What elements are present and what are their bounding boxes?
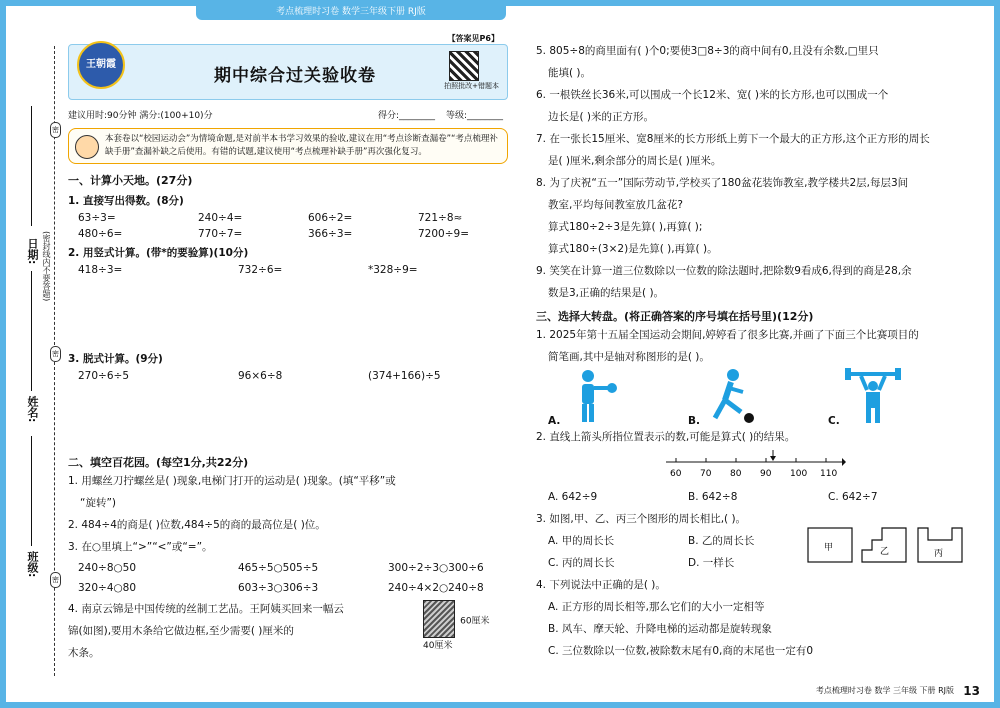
page-number: 13 — [963, 684, 980, 698]
note-text: 本套卷以“校园运动会”为情境命题,是对前半本书学习效果的验收,建议在用“考点诊断查漏卷”“考点梳理补缺手册”查漏补缺之后使用。有错的试题,建议使用“考点梳理补缺手册”再次强化复习。 — [105, 134, 498, 157]
calc-row — [68, 370, 508, 446]
title-box — [68, 34, 508, 100]
question-3 — [536, 508, 976, 574]
logo: 王朝霞 — [77, 41, 125, 89]
question-text: 6. 一根铁丝长36米,可以围成一个长12米、宽( )米的长方形,也可以围成一个 — [536, 89, 889, 101]
calc-item: 606÷2= — [308, 212, 353, 224]
question-text: 1. 用螺丝刀拧螺丝是( )现象,电梯门打开的运动是( )现象。(填“平移”或 — [68, 475, 396, 487]
question-text: 算式180÷2÷3是先算( ),再算( ); — [548, 221, 703, 233]
page-title: 期中综合过关验收卷 — [214, 66, 376, 86]
option-c[interactable]: C. 642÷7 — [828, 491, 878, 503]
tick-label: 80 — [730, 469, 742, 479]
tick-label: 100 — [790, 469, 808, 479]
compare-item: 240÷4×2○240÷8 — [388, 582, 484, 594]
question-text: 教室,平均每间教室放几盆花? — [548, 199, 683, 211]
calc-row — [68, 212, 508, 224]
compare-item: 300÷2÷3○300÷6 — [388, 562, 484, 574]
question-text: 能填( )。 — [548, 67, 592, 79]
option-b[interactable]: B. 642÷8 — [688, 491, 738, 503]
calc-item: *328÷9= — [368, 264, 418, 276]
right-column — [536, 40, 976, 662]
shape-label-bing: 丙 — [934, 549, 944, 559]
name-label: 姓名: — [26, 396, 39, 423]
question-title: 3. 脱式计算。(9分) — [68, 353, 163, 365]
sport-options — [536, 368, 976, 426]
calc-item: 480÷6= — [78, 228, 123, 240]
option-label: B. — [688, 415, 700, 427]
meta-row — [68, 108, 508, 122]
level-field[interactable]: 等级:________ — [446, 111, 504, 121]
soccer-player-icon — [703, 368, 763, 424]
section-heading: 三、选择大转盘。(将正确答案的序号填在括号里)(12分) — [536, 310, 814, 323]
weightlifter-icon — [843, 368, 903, 424]
compare-item: 603÷3○306÷3 — [238, 582, 319, 594]
tick-label: 110 — [820, 469, 838, 479]
question-text: 算式180÷(3×2)是先算( ),再算( )。 — [548, 243, 718, 255]
option-a[interactable]: A. 正方形的周长相等,那么它们的大小一定相等 — [548, 601, 765, 613]
question-text: 3. 在○里填上“>”“<”或“=”。 — [68, 541, 213, 553]
class-line — [31, 436, 32, 546]
answer-ref: 【答案见P6】 — [447, 34, 499, 43]
question-text: 数是3,正确的结果是( )。 — [548, 287, 665, 299]
basketball-player-icon — [564, 368, 624, 424]
calc-row — [68, 264, 508, 346]
left-column — [68, 14, 508, 664]
option-b[interactable] — [688, 368, 828, 426]
compare-item: 465÷5○505÷5 — [238, 562, 319, 574]
name-line — [31, 271, 32, 391]
calc-row — [68, 228, 508, 240]
question-text: 8. 为了庆祝“五一”国际劳动节,学校买了180盆花装饰教室,教学楼共2层,每层3间 — [536, 177, 909, 189]
question-text: 是( )厘米,剩余部分的周长是( )厘米。 — [548, 155, 722, 167]
question-title: 1. 直接写出得数。(8分) — [68, 195, 184, 207]
shape-label-jia: 甲 — [824, 543, 834, 553]
question-text: 7. 在一张长15厘米、宽8厘米的长方形纸上剪下一个最大的正方形,这个正方形的周长 — [536, 133, 930, 145]
score-field[interactable]: 得分:________ — [378, 111, 436, 121]
top-banner: 考点梳理时习卷 数学三年级下册 RJ版 — [196, 4, 506, 20]
option-a[interactable] — [548, 368, 688, 426]
calc-item: 240÷4= — [198, 212, 243, 224]
number-line-options — [536, 486, 976, 508]
compare-row — [68, 578, 508, 598]
footer-text: 考点梳理时习卷 数学 三年级 下册 RJ版 — [815, 686, 954, 695]
option-a[interactable]: A. 甲的周长长 — [548, 535, 615, 547]
tick-label: 60 — [670, 469, 682, 479]
qr-caption: 拍照批改+错题本 — [444, 82, 499, 90]
option-label: C. — [828, 415, 840, 427]
question-text: 3. 如图,甲、乙、丙三个图形的周长相比,( )。 — [536, 513, 747, 525]
brocade-width: 40厘米 — [423, 641, 453, 651]
seal-mark: 密 — [50, 122, 61, 138]
compare-item: 240÷8○50 — [78, 562, 137, 574]
calc-item: (374+166)÷5 — [368, 370, 441, 382]
date-label: 日期: — [26, 238, 39, 265]
section-heading: 一、计算小天地。(27分) — [68, 174, 193, 187]
brocade-height: 60厘米 — [460, 616, 490, 627]
option-c[interactable]: C. 三位数除以一位数,被除数末尾有0,商的末尾也一定有0 — [548, 645, 814, 657]
seal-mark: 密 — [50, 346, 61, 362]
calc-item: 96×6÷8 — [238, 370, 283, 382]
question-title: 2. 用竖式计算。(带*的要验算)(10分) — [68, 247, 249, 259]
calc-item: 7200÷9= — [418, 228, 469, 240]
option-a[interactable]: A. 642÷9 — [548, 491, 598, 503]
question-text: 9. 笑笑在计算一道三位数除以一位数的除法题时,把除数9看成6,得到的商是28,余 — [536, 265, 912, 277]
question-text: “旋转”) — [80, 497, 116, 509]
question-text: 边长是( )米的正方形。 — [548, 111, 655, 123]
question-text: 2. 484÷4的商是( )位数,484÷5的商的最高位是( )位。 — [68, 519, 326, 531]
question-text: 5. 805÷8的商里面有( )个0;要使3□8÷3的商中间有0,且没有余数,□里只 — [536, 45, 879, 57]
question-text: 木条。 — [68, 647, 100, 659]
question-text: 4. 南京云锦是中国传统的丝制工艺品。王阿姨买回来一幅云 — [68, 603, 344, 615]
option-b[interactable]: B. 风车、摩天轮、升降电梯的运动都是旋转现象 — [548, 623, 772, 635]
teacher-avatar-icon — [75, 135, 99, 159]
question-text: 简笔画,其中是轴对称图形的是( )。 — [548, 351, 710, 363]
calc-item: 270÷6÷5 — [78, 370, 129, 382]
option-b[interactable]: B. 乙的周长长 — [688, 535, 755, 547]
option-c[interactable]: C. 丙的周长长 — [548, 557, 615, 569]
instruction-note — [68, 128, 508, 164]
question-text: 1. 2025年第十五届全国运动会期间,婷婷看了很多比赛,并画了下面三个比赛项目的 — [536, 329, 919, 341]
calc-item: 770÷7= — [198, 228, 243, 240]
calc-item: 418÷3= — [78, 264, 123, 276]
calc-item: 732÷6= — [238, 264, 283, 276]
class-label: 班级: — [26, 551, 39, 578]
question-4 — [68, 598, 508, 664]
shape-label-yi: 乙 — [880, 547, 890, 557]
seal-note: (密封线内不要答题) — [42, 231, 51, 302]
qr-code-icon[interactable] — [449, 51, 479, 81]
question-text: 4. 下列说法中正确的是( )。 — [536, 579, 666, 591]
seal-mark: 密 — [50, 572, 61, 588]
question-text: 2. 直线上箭头所指位置表示的数,可能是算式( )的结果。 — [536, 431, 796, 443]
tick-label: 90 — [760, 469, 772, 479]
option-label: A. — [548, 415, 561, 427]
calc-item: 63÷3= — [78, 212, 116, 224]
option-d[interactable]: D. 一样长 — [688, 557, 735, 569]
compare-row — [68, 558, 508, 578]
time-info: 建议用时:90分钟 满分:(100+10)分 — [68, 111, 213, 121]
option-c[interactable] — [828, 368, 968, 426]
brocade-figure — [423, 600, 490, 651]
number-line — [666, 448, 846, 482]
date-line — [31, 106, 32, 226]
calc-item: 721÷8≈ — [418, 212, 463, 224]
question-text: 锦(如图),要用木条给它做边框,至少需要( )厘米的 — [68, 625, 294, 637]
section-heading: 二、填空百花园。(每空1分,共22分) — [68, 456, 249, 469]
compare-item: 320÷4○80 — [78, 582, 137, 594]
perimeter-shapes — [806, 526, 966, 566]
binding-strip — [6, 6, 66, 702]
brocade-image — [423, 600, 455, 638]
tick-label: 70 — [700, 469, 712, 479]
calc-item: 366÷3= — [308, 228, 353, 240]
